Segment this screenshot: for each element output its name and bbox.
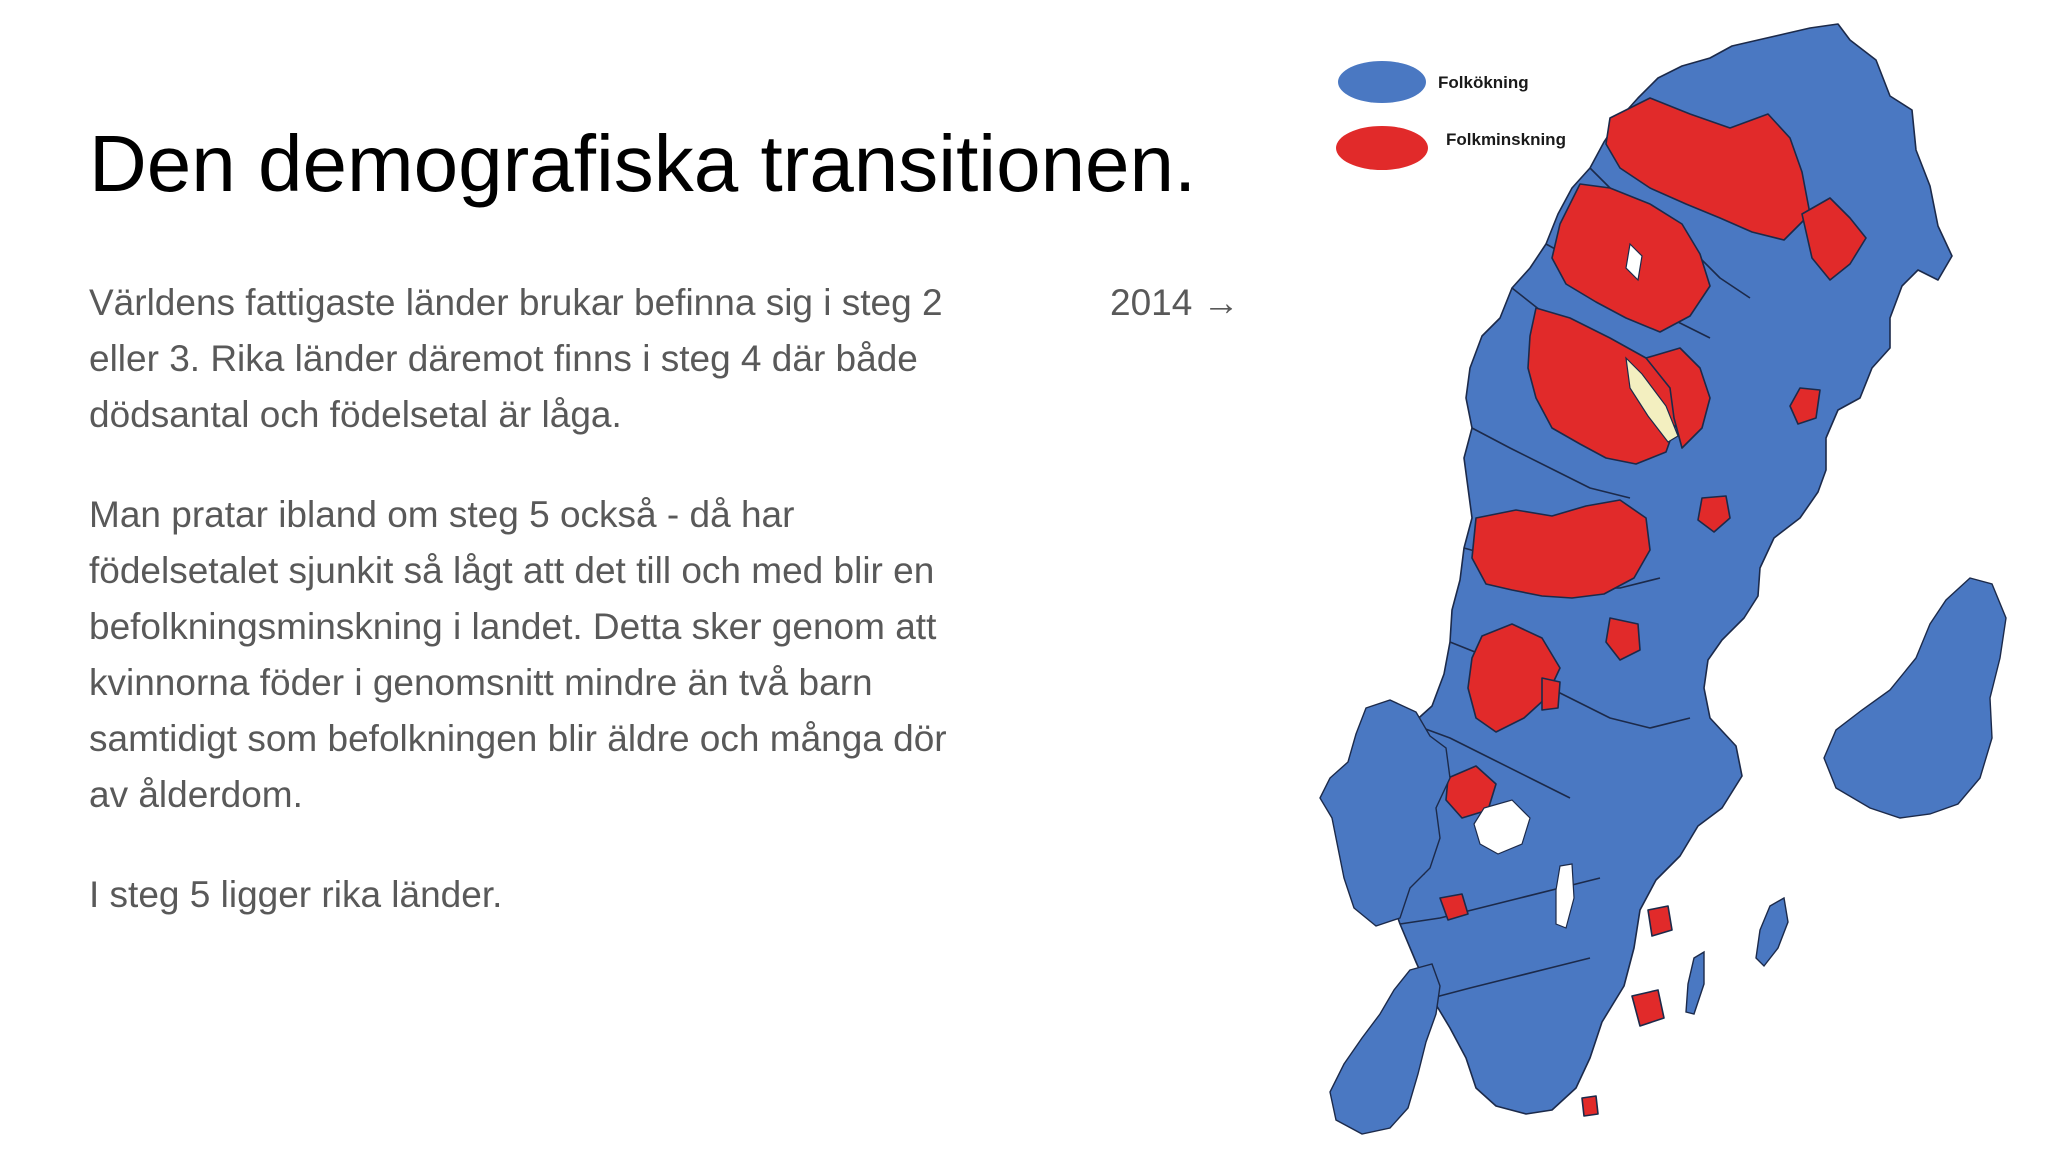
map-legend <box>1336 61 1566 170</box>
islands <box>1686 898 1788 1014</box>
body-text <box>89 275 969 967</box>
legend-swatch-growth <box>1338 61 1426 103</box>
region-decline-small-4 <box>1648 906 1672 936</box>
region-decline-small-1 <box>1542 678 1560 710</box>
year-label: 2014 → <box>1110 282 1240 323</box>
map-svg <box>1290 18 2048 1152</box>
inset-map-left-bottom <box>1330 964 1440 1134</box>
legend-swatch-decline <box>1336 126 1428 170</box>
paragraph-1: Världens fattigaste länder brukar befinna sig i steg 2 eller 3. Rika länder däremot finns i steg 4 där både dödsantal och födelsetal är låga. <box>89 282 943 435</box>
island-oland <box>1686 952 1704 1014</box>
inset-right-shape <box>1824 578 2006 818</box>
region-decline-small-5 <box>1632 990 1664 1026</box>
island-gotland <box>1756 898 1788 966</box>
legend-label-decline: Folkminskning <box>1446 130 1566 149</box>
region-decline-south <box>1582 1096 1598 1116</box>
legend-label-growth: Folkökning <box>1438 73 1529 92</box>
inset-map-right <box>1824 578 2006 818</box>
sweden-population-map <box>1290 18 2048 1152</box>
slide-title: Den demografiska transitionen. <box>89 119 1197 208</box>
region-decline-jamtland <box>1472 500 1650 598</box>
paragraph-3: I steg 5 ligger rika länder. <box>89 874 503 915</box>
inset-left-bottom-shape <box>1330 964 1440 1134</box>
paragraph-2: Man pratar ibland om steg 5 också - då har födelsetalet sjunkit så lågt att det till och med blir en befolkningsminskning i landet. Detta sker genom att kvinnorna föder i genomsnitt mindre än två barn samtidigt som befolkningen blir äldre och många dör av ålderdom. <box>89 494 947 815</box>
